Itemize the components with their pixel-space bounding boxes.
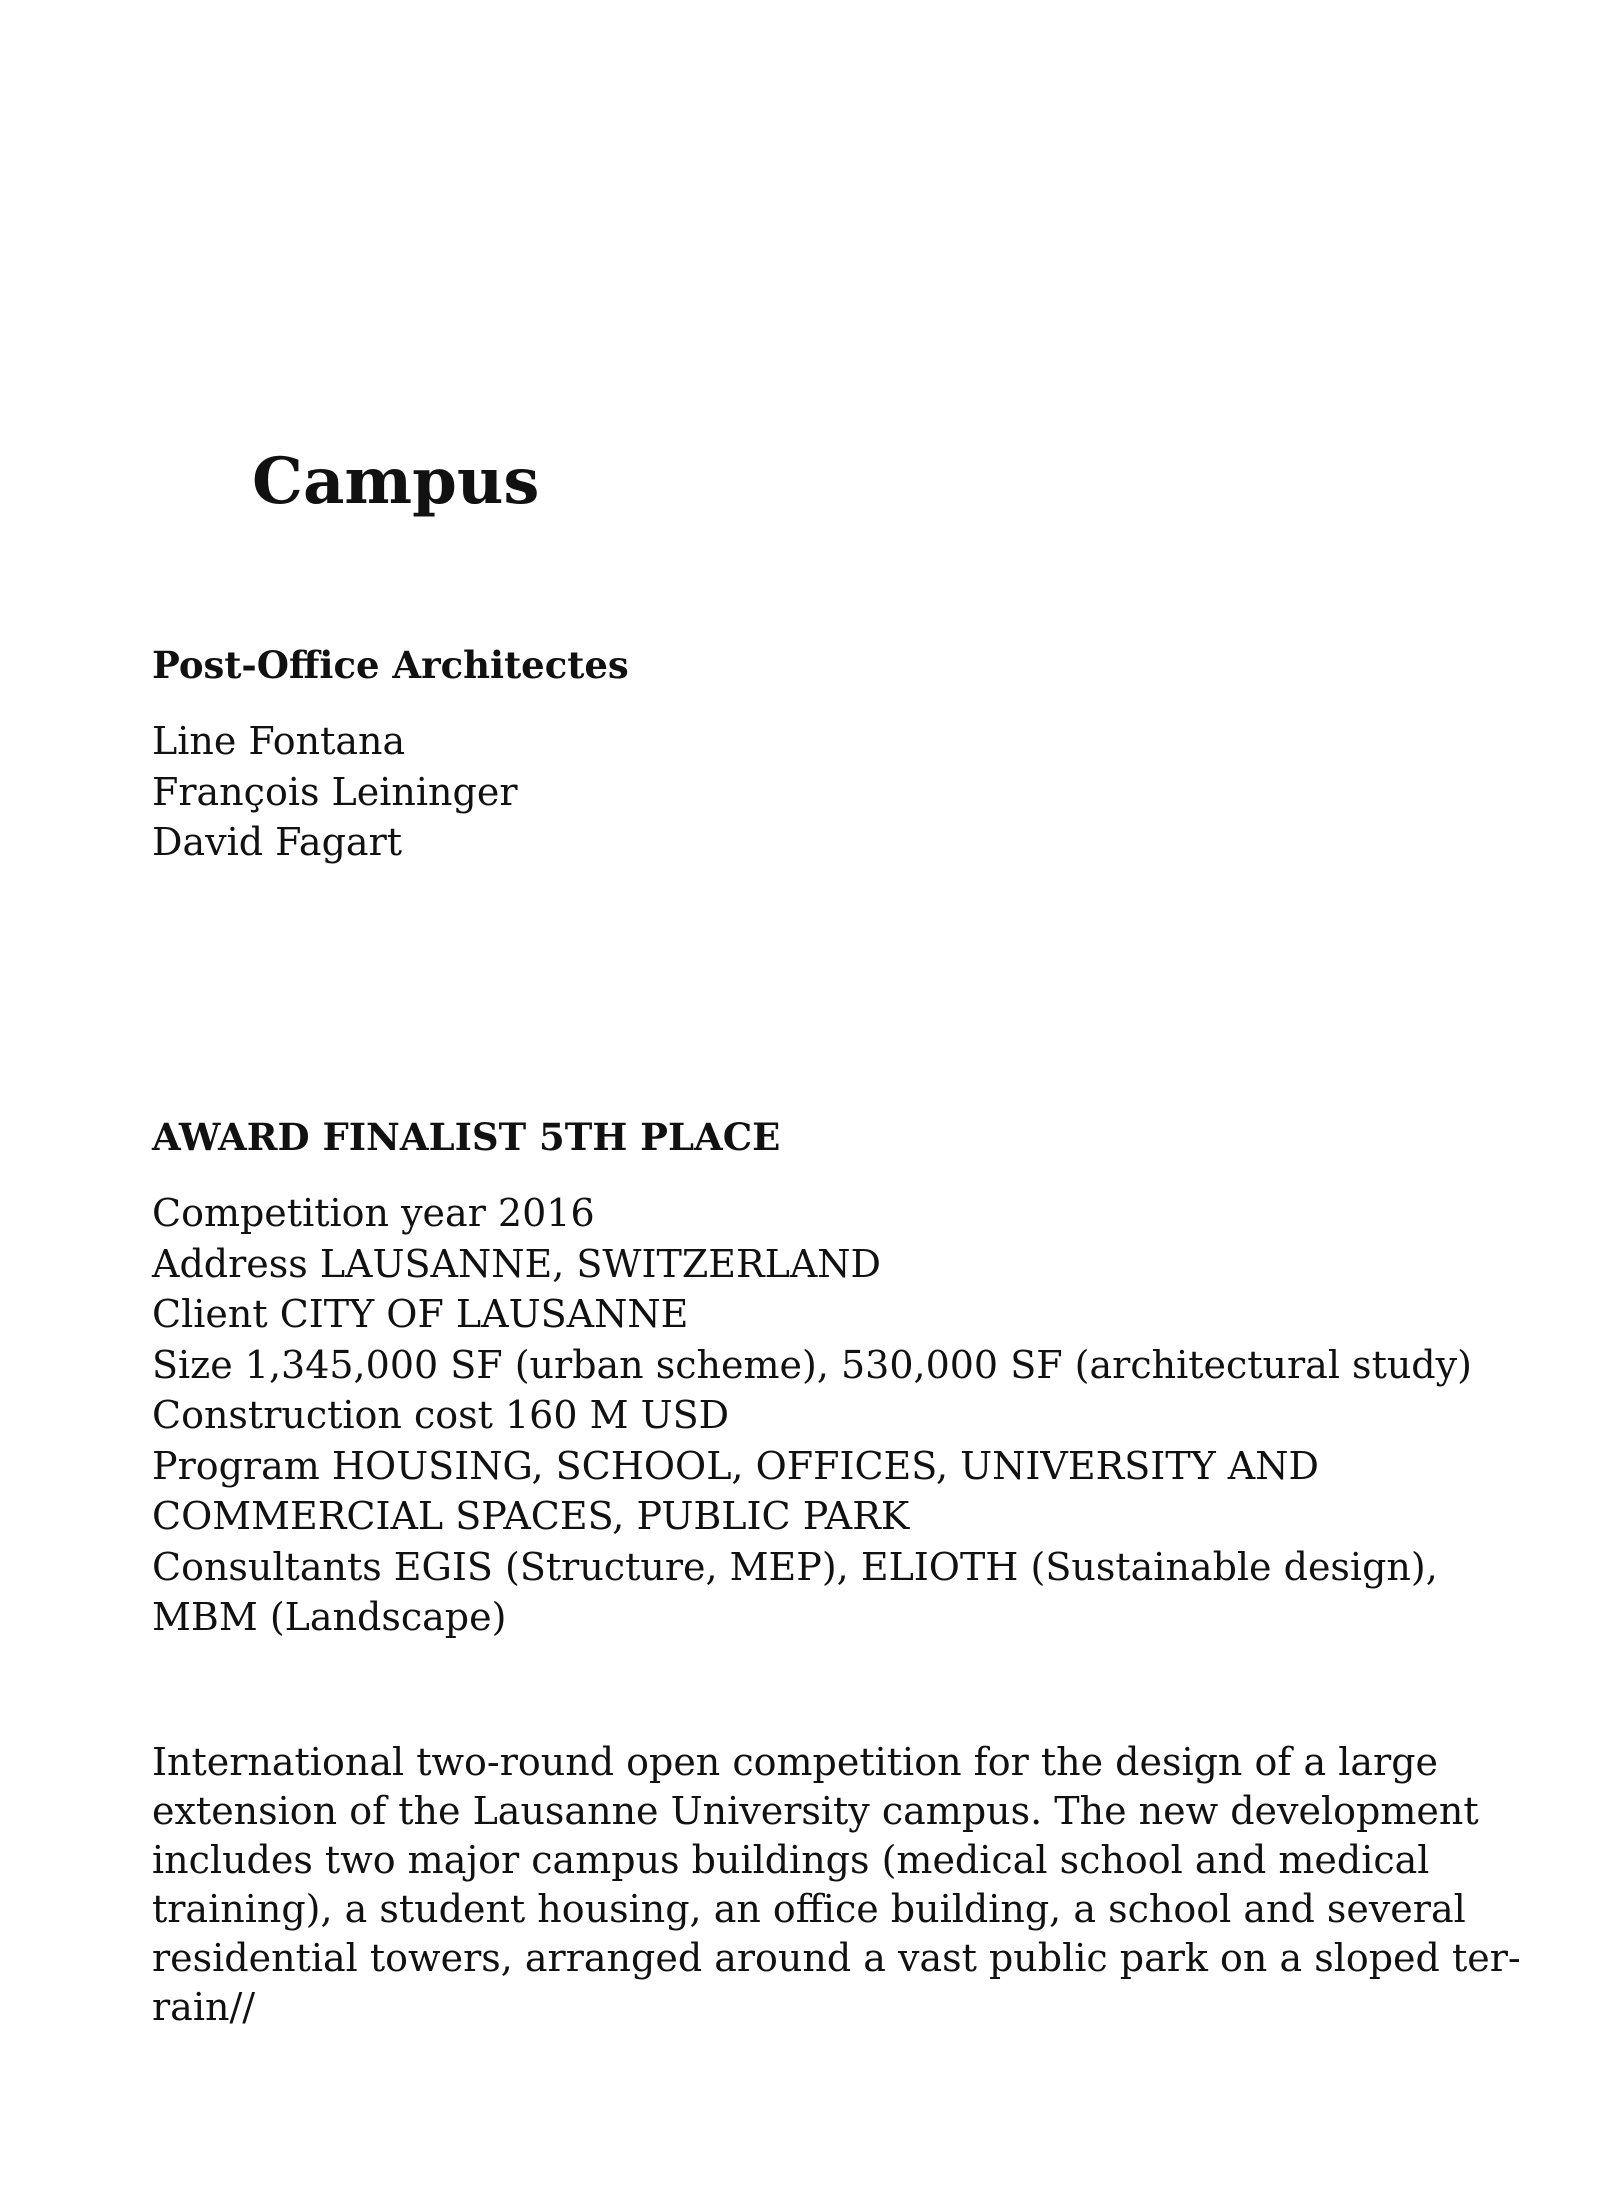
page-title: Campus xyxy=(252,444,540,519)
competition-year-line: Competition year 2016 xyxy=(152,1191,595,1235)
firm-name: Post-Office Architectes xyxy=(152,643,629,687)
description-line: rain// xyxy=(152,1985,256,2029)
award-section xyxy=(152,1112,1472,1643)
size-line: Size 1,345,000 SF (urban scheme), 530,000 SF (architectural study) xyxy=(152,1342,1472,1387)
team-member: François Leininger xyxy=(152,769,518,814)
address-line: Address LAUSANNE, SWITZERLAND xyxy=(152,1241,881,1286)
award-heading: AWARD FINALIST 5TH PLACE xyxy=(152,1115,781,1159)
program-line: Program HOUSING, SCHOOL, OFFICES, UNIVERSITY AND xyxy=(152,1443,1319,1488)
consultants-line-continued: MBM (Landscape) xyxy=(152,1595,507,1639)
team-member: David Fagart xyxy=(152,820,403,864)
description-line: training), a student housing, an office building, a school and several xyxy=(152,1887,1466,1931)
team-member: Line Fontana xyxy=(152,719,406,763)
project-description xyxy=(152,1738,1521,2032)
firm-section xyxy=(152,640,1462,868)
description-line: International two-round open competition for the design of a large xyxy=(152,1740,1439,1784)
consultants-line: Consultants EGIS (Structure, MEP), ELIOTH (Sustainable design), xyxy=(152,1544,1438,1589)
program-line-continued: COMMERCIAL SPACES, PUBLIC PARK xyxy=(152,1494,910,1538)
description-line: includes two major campus buildings (medical school and medical xyxy=(152,1838,1430,1882)
construction-cost-line: Construction cost 160 M USD xyxy=(152,1393,730,1437)
description-line: residential towers, arranged around a vast public park on a sloped ter- xyxy=(152,1936,1521,1980)
client-line: Client CITY OF LAUSANNE xyxy=(152,1292,689,1336)
description-line: extension of the Lausanne University campus. The new development xyxy=(152,1789,1479,1833)
